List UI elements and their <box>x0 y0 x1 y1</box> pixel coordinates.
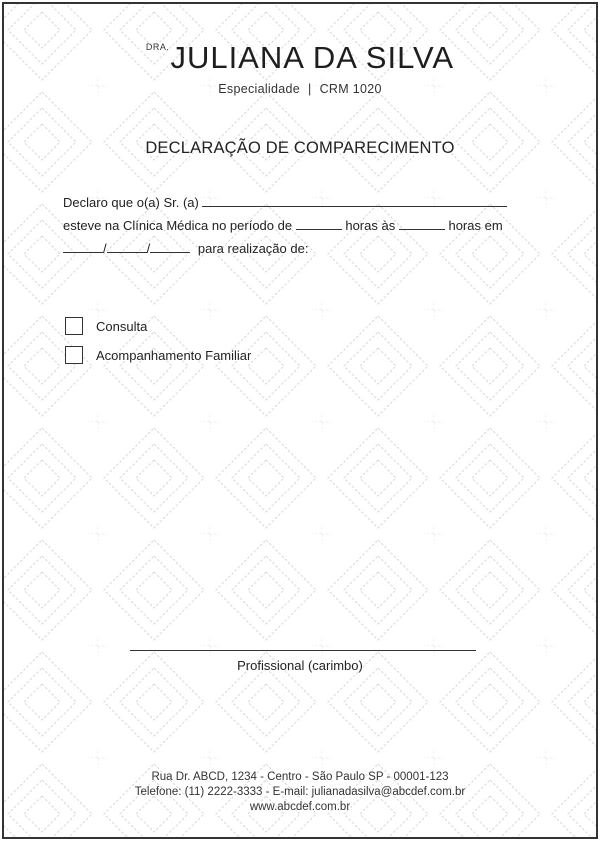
declaration-text-1: Declaro que o(a) Sr. (a) <box>63 195 199 210</box>
credentials-separator: | <box>308 82 312 96</box>
declaration-text-5: para realização de: <box>197 241 309 256</box>
specialty: Especialidade <box>218 82 300 96</box>
date-separator: / <box>103 241 107 256</box>
declaration-line-1 <box>63 194 507 210</box>
document-page <box>2 2 598 839</box>
crm-number: CRM 1020 <box>319 82 382 96</box>
declaration-text-3: horas às <box>345 218 396 233</box>
footer-address: Rua Dr. ABCD, 1234 - Centro - São Paulo SP - 00001-123 <box>151 771 449 783</box>
doctor-header <box>4 40 596 76</box>
document-title: DECLARAÇÃO DE COMPARECIMENTO <box>145 139 455 157</box>
doctor-name: JULIANA DA SILVA <box>170 40 455 75</box>
option-consulta[interactable] <box>65 317 147 335</box>
acompanhamento-checkbox[interactable] <box>65 346 83 364</box>
patient-name-field[interactable] <box>202 194 507 207</box>
declaration-text-2: esteve na Clínica Médica no período de <box>63 218 293 233</box>
declaration-text-4: horas em <box>448 218 503 233</box>
name-prefix: DRA. <box>145 42 170 52</box>
date-separator: / <box>146 241 151 256</box>
date-year-field[interactable] <box>150 240 190 253</box>
footer-contact: Telefone: (11) 2222-3333 - E-mail: julianadasilva@abcdef.com.br <box>134 786 466 798</box>
consulta-label: Consulta <box>96 318 148 334</box>
declaration-line-3 <box>63 240 308 256</box>
signature-line[interactable] <box>130 650 476 651</box>
declaration-line-2 <box>63 217 503 233</box>
date-month-field[interactable] <box>107 240 147 253</box>
option-acompanhamento[interactable] <box>65 346 251 364</box>
footer <box>4 770 596 815</box>
consulta-checkbox[interactable] <box>65 317 83 335</box>
footer-website: www.abcdef.com.br <box>249 801 351 813</box>
doctor-credentials <box>4 82 596 96</box>
start-hour-field[interactable] <box>296 217 342 230</box>
end-hour-field[interactable] <box>399 217 445 230</box>
signature-label: Profissional (carimbo) <box>237 658 363 673</box>
date-day-field[interactable] <box>63 240 103 253</box>
acompanhamento-label: Acompanhamento Familiar <box>96 347 252 363</box>
